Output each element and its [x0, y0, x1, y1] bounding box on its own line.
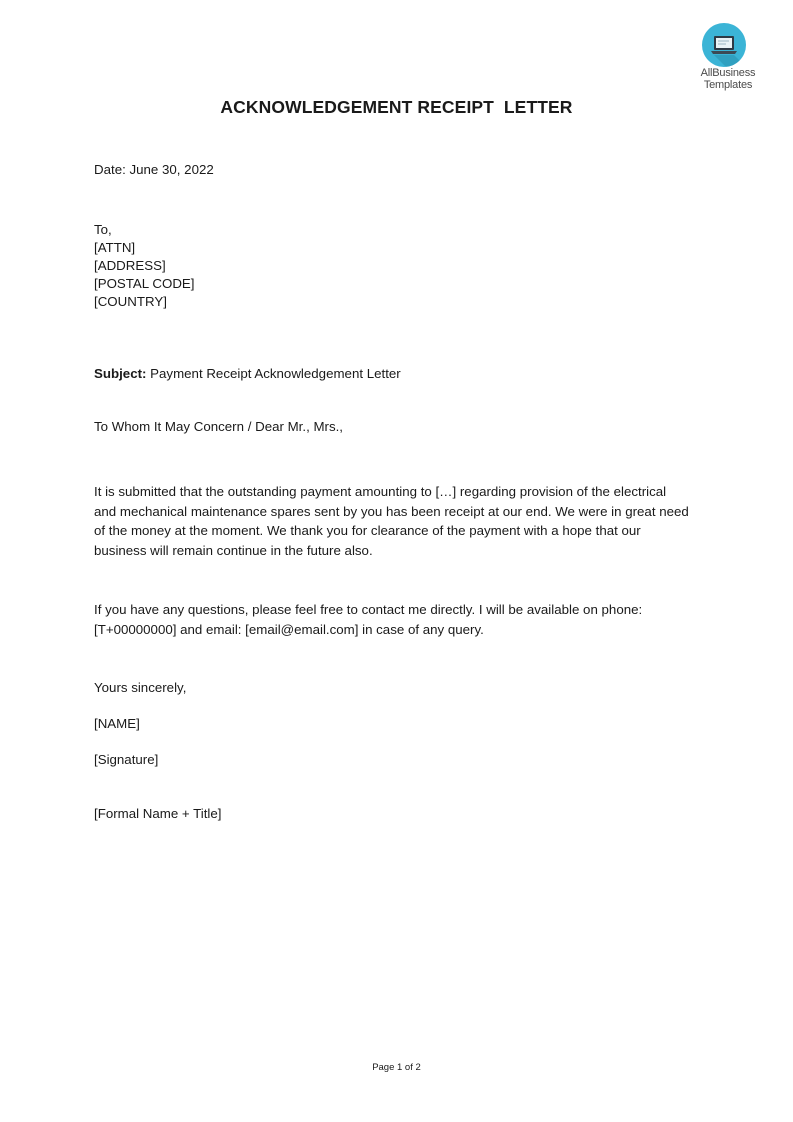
letter-title: ACKNOWLEDGEMENT RECEIPT LETTER — [220, 97, 573, 117]
paragraph-1 — [94, 482, 694, 560]
allbusiness-templates-logo — [690, 20, 766, 94]
salutation: To Whom It May Concern / Dear Mr., Mrs., — [94, 419, 343, 434]
address-attn: [ATTN] — [94, 240, 136, 255]
subject-text: Payment Receipt Acknowledgement Letter — [146, 366, 401, 381]
page-number: Page 1 of 2 — [372, 1062, 421, 1073]
laptop-icon — [702, 23, 746, 67]
paragraph-2-line: If you have any questions, please feel free to contact me directly. I will be available on phone: — [94, 602, 643, 617]
closing: Yours sincerely, — [94, 680, 187, 695]
logo-line-2: Templates — [703, 79, 753, 91]
paragraph-1-line: business will remain continue in the future also. — [94, 542, 373, 558]
address-country: [COUNTRY] — [94, 294, 167, 309]
logo-line-1: AllBusiness — [700, 67, 756, 79]
address-to: To, — [94, 222, 112, 237]
paragraph-2 — [94, 600, 694, 639]
paragraph-1-line: and mechanical maintenance spares sent by you has been receipt at our end. We were in great need — [94, 503, 689, 519]
paragraph-1-line: of the money at the moment. We thank you for clearance of the payment with a hope that our — [94, 523, 641, 538]
address-postal-code: [POSTAL CODE] — [94, 276, 195, 291]
subject-label: Subject: — [94, 366, 147, 381]
formal-name-title: [Formal Name + Title] — [94, 806, 222, 821]
subject-line — [94, 365, 401, 383]
address-address: [ADDRESS] — [94, 258, 166, 273]
logo-text — [690, 67, 766, 91]
sender-name: [NAME] — [94, 716, 140, 731]
paragraph-1-line: It is submitted that the outstanding payment amounting to […] regarding provision of the electrical — [94, 484, 667, 499]
date-line: Date: June 30, 2022 — [94, 162, 214, 177]
signature-placeholder: [Signature] — [94, 752, 159, 767]
paragraph-2-line: [T+00000000] and email: [email@email.com] in case of any query. — [94, 621, 484, 637]
